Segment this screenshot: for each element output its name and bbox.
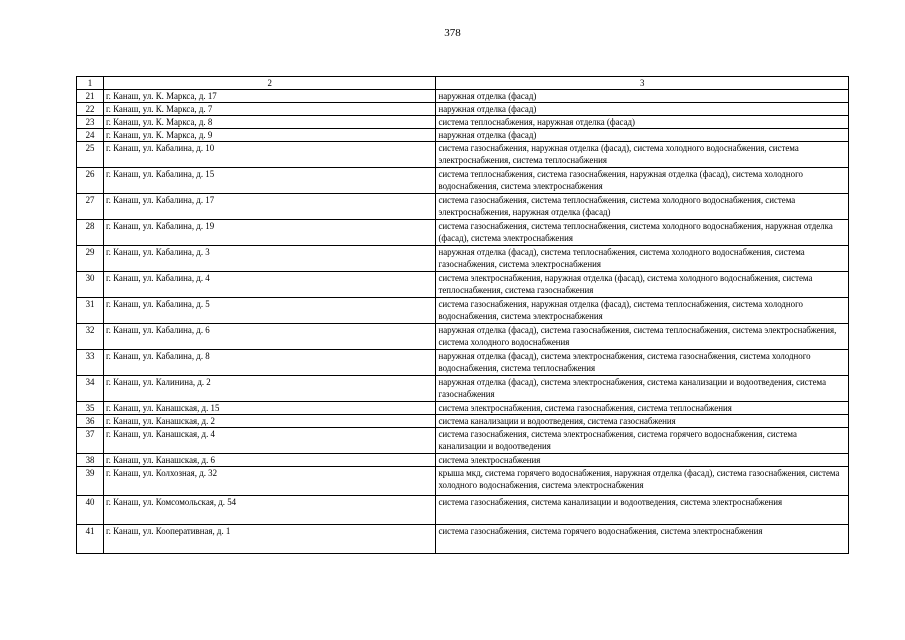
table-row (77, 350, 849, 376)
works-cell: система газоснабжения, система канализации и водоотведения, система электроснабжения (436, 496, 849, 525)
address-cell: г. Канаш, ул. Кабалина, д. 5 (104, 298, 436, 324)
table-row (77, 324, 849, 350)
address-cell: г. Канаш, ул. Кабалина, д. 17 (104, 194, 436, 220)
row-number-cell: 37 (77, 428, 104, 454)
header-cell-1: 1 (77, 77, 104, 90)
works-cell: система газоснабжения, система горячего водоснабжения, система электроснабжения (436, 525, 849, 554)
row-number-cell: 27 (77, 194, 104, 220)
table-header-row (77, 77, 849, 90)
row-number-cell: 28 (77, 220, 104, 246)
address-cell: г. Канаш, ул. Кабалина, д. 10 (104, 142, 436, 168)
row-number-cell: 25 (77, 142, 104, 168)
row-number-cell: 40 (77, 496, 104, 525)
table-row (77, 194, 849, 220)
row-number-cell: 34 (77, 376, 104, 402)
header-cell-2: 2 (104, 77, 436, 90)
row-number-cell: 36 (77, 415, 104, 428)
works-cell: система электроснабжения, наружная отделка (фасад), система холодного водоснабжения, система теплоснабжения, система газоснабжения (436, 272, 849, 298)
works-cell: система канализации и водоотведения, система газоснабжения (436, 415, 849, 428)
address-cell: г. Канаш, ул. Кабалина, д. 15 (104, 168, 436, 194)
table-row (77, 298, 849, 324)
works-cell: система теплоснабжения, наружная отделка (фасад) (436, 116, 849, 129)
row-number-cell: 30 (77, 272, 104, 298)
address-cell: г. Канаш, ул. Канашская, д. 6 (104, 454, 436, 467)
address-cell: г. Канаш, ул. К. Маркса, д. 17 (104, 90, 436, 103)
address-cell: г. Канаш, ул. Колхозная, д. 32 (104, 467, 436, 496)
address-cell: г. Канаш, ул. Кабалина, д. 19 (104, 220, 436, 246)
row-number-cell: 33 (77, 350, 104, 376)
row-number-cell: 24 (77, 129, 104, 142)
address-cell: г. Канаш, ул. Канашская, д. 4 (104, 428, 436, 454)
works-cell: система газоснабжения, система теплоснабжения, система холодного водоснабжения, наружная отделка (фасад), система электроснабжения (436, 220, 849, 246)
works-cell: крыша мкд, система горячего водоснабжения, наружная отделка (фасад), система газоснабжения, система холодного водоснабжения, система электроснабжения (436, 467, 849, 496)
table-row (77, 116, 849, 129)
table-body (77, 77, 849, 554)
table-row (77, 103, 849, 116)
address-cell: г. Канаш, ул. Кабалина, д. 4 (104, 272, 436, 298)
page-number: 378 (444, 27, 461, 39)
works-cell: система газоснабжения, система теплоснабжения, система холодного водоснабжения, система электроснабжения, наружная отделка (фасад) (436, 194, 849, 220)
row-number-cell: 22 (77, 103, 104, 116)
row-number-cell: 38 (77, 454, 104, 467)
table-row (77, 129, 849, 142)
address-cell: г. Канаш, ул. Кабалина, д. 6 (104, 324, 436, 350)
table-row (77, 220, 849, 246)
housing-works-table (76, 76, 849, 554)
row-number-cell: 32 (77, 324, 104, 350)
table-row (77, 428, 849, 454)
address-cell: г. Канаш, ул. Кооперативная, д. 1 (104, 525, 436, 554)
table-row (77, 90, 849, 103)
works-cell: система газоснабжения, система электроснабжения, система горячего водоснабжения, система канализации и водоотведения (436, 428, 849, 454)
table-row (77, 168, 849, 194)
address-cell: г. Канаш, ул. Канашская, д. 2 (104, 415, 436, 428)
table-row (77, 496, 849, 525)
table-row (77, 525, 849, 554)
address-cell: г. Канаш, ул. К. Маркса, д. 9 (104, 129, 436, 142)
row-number-cell: 39 (77, 467, 104, 496)
works-cell: наружная отделка (фасад), система теплоснабжения, система холодного водоснабжения, система газоснабжения, система электроснабжения (436, 246, 849, 272)
row-number-cell: 41 (77, 525, 104, 554)
header-cell-3: 3 (436, 77, 849, 90)
works-cell: система электроснабжения (436, 454, 849, 467)
works-cell: наружная отделка (фасад), система электроснабжения, система газоснабжения, система холодного водоснабжения, система теплоснабжения (436, 350, 849, 376)
works-cell: система газоснабжения, наружная отделка (фасад), система холодного водоснабжения, система электроснабжения, система теплоснабжения (436, 142, 849, 168)
address-cell: г. Канаш, ул. Калинина, д. 2 (104, 376, 436, 402)
row-number-cell: 31 (77, 298, 104, 324)
address-cell: г. Канаш, ул. Комсомольская, д. 54 (104, 496, 436, 525)
row-number-cell: 21 (77, 90, 104, 103)
table-row (77, 272, 849, 298)
table-row (77, 142, 849, 168)
works-cell: наружная отделка (фасад) (436, 129, 849, 142)
table-row (77, 402, 849, 415)
works-cell: система газоснабжения, наружная отделка (фасад), система теплоснабжения, система холодного водоснабжения, система электроснабжения (436, 298, 849, 324)
works-cell: наружная отделка (фасад) (436, 90, 849, 103)
works-cell: система электроснабжения, система газоснабжения, система теплоснабжения (436, 402, 849, 415)
table-row (77, 454, 849, 467)
table-row (77, 246, 849, 272)
table-row (77, 467, 849, 496)
row-number-cell: 35 (77, 402, 104, 415)
row-number-cell: 29 (77, 246, 104, 272)
address-cell: г. Канаш, ул. К. Маркса, д. 8 (104, 116, 436, 129)
address-cell: г. Канаш, ул. Кабалина, д. 8 (104, 350, 436, 376)
row-number-cell: 26 (77, 168, 104, 194)
row-number-cell: 23 (77, 116, 104, 129)
table-row (77, 415, 849, 428)
works-cell: наружная отделка (фасад), система электроснабжения, система канализации и водоотведения, система газоснабжения (436, 376, 849, 402)
address-cell: г. Канаш, ул. Канашская, д. 15 (104, 402, 436, 415)
works-cell: наружная отделка (фасад) (436, 103, 849, 116)
address-cell: г. Канаш, ул. К. Маркса, д. 7 (104, 103, 436, 116)
table-row (77, 376, 849, 402)
works-cell: система теплоснабжения, система газоснабжения, наружная отделка (фасад), система холодного водоснабжения, система электроснабжения (436, 168, 849, 194)
address-cell: г. Канаш, ул. Кабалина, д. 3 (104, 246, 436, 272)
works-cell: наружная отделка (фасад), система газоснабжения, система теплоснабжения, система электроснабжения, система холодного водоснабжения (436, 324, 849, 350)
